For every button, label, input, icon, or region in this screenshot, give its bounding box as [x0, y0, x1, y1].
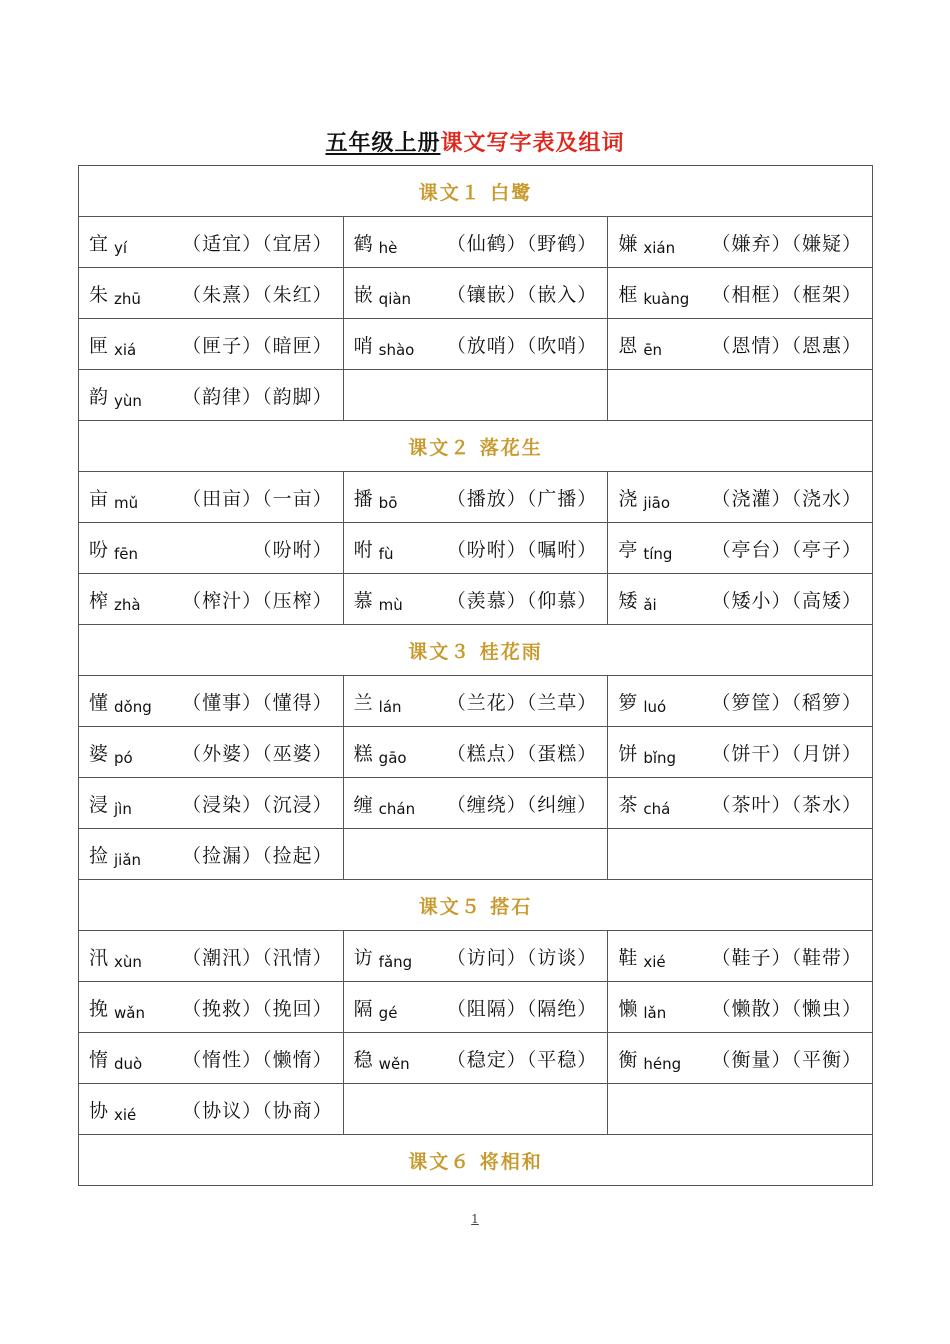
pinyin: luó — [643, 697, 667, 716]
pinyin: xùn — [114, 952, 142, 971]
character-with-pinyin — [89, 739, 133, 766]
example-words: （捡漏）（捡起） — [182, 844, 333, 867]
example-words: （恩情）（恩惠） — [711, 334, 862, 357]
word-cell — [79, 676, 344, 727]
pinyin: xié — [643, 952, 666, 971]
example-words: （仙鹤）（野鹤） — [446, 232, 598, 255]
pinyin: dǒng — [114, 697, 152, 716]
word-entry — [89, 994, 333, 1021]
example-words: （田亩）（一亩） — [182, 487, 333, 510]
word-cell — [608, 1033, 873, 1084]
word-cell — [608, 727, 873, 778]
word-cell — [343, 1084, 608, 1135]
character: 朱 — [89, 283, 109, 306]
character: 捡 — [89, 844, 109, 867]
title-subject: 课文写字表及组词 — [440, 130, 625, 156]
word-entry — [89, 586, 333, 613]
word-cell — [608, 472, 873, 523]
word-entry — [618, 484, 862, 511]
character-with-pinyin — [354, 331, 415, 358]
word-row — [79, 1033, 873, 1084]
pinyin: bǐng — [643, 748, 677, 767]
pinyin: shào — [378, 340, 415, 359]
pinyin: pó — [114, 748, 133, 767]
example-words: （矮小）（高矮） — [711, 589, 862, 612]
character: 饼 — [618, 742, 638, 765]
example-words: （茶叶）（茶水） — [711, 793, 862, 816]
character: 兰 — [353, 691, 373, 714]
word-cell — [79, 472, 344, 523]
word-table — [78, 165, 873, 1186]
example-words: （羡慕）（仰慕） — [446, 589, 598, 612]
lesson-heading: 课文６ 将相和 — [79, 1135, 873, 1186]
character-with-pinyin — [354, 535, 394, 562]
example-words: （适宜）（宜居） — [182, 232, 333, 255]
character-with-pinyin — [618, 280, 689, 307]
character-with-pinyin — [354, 688, 402, 715]
example-words: （放哨）（吹哨） — [446, 334, 598, 357]
character-with-pinyin — [618, 229, 675, 256]
character-with-pinyin — [354, 280, 411, 307]
character-with-pinyin — [618, 790, 670, 817]
word-entry — [354, 739, 598, 766]
example-words: （浇灌）（浇水） — [711, 487, 862, 510]
pinyin: xián — [643, 238, 676, 257]
word-cell — [343, 778, 608, 829]
character-with-pinyin — [89, 484, 138, 511]
lesson-heading: 课文５ 搭石 — [79, 880, 873, 931]
example-words: （兰花）（兰草） — [446, 691, 598, 714]
character-with-pinyin — [89, 790, 132, 817]
character: 缠 — [353, 793, 373, 816]
character-with-pinyin — [618, 484, 670, 511]
word-cell — [79, 319, 344, 370]
pinyin: chá — [643, 799, 671, 818]
pinyin: gāo — [378, 748, 407, 767]
character: 鹤 — [353, 232, 373, 255]
word-cell — [79, 727, 344, 778]
pinyin: yùn — [114, 391, 142, 410]
word-row — [79, 370, 873, 421]
word-cell — [343, 268, 608, 319]
pinyin: jiāo — [643, 493, 671, 512]
word-cell — [343, 829, 608, 880]
example-words: （箩筐）（稻箩） — [711, 691, 862, 714]
example-words: （朱熹）（朱红） — [182, 283, 333, 306]
word-cell — [343, 523, 608, 574]
lesson-heading: 课文３ 桂花雨 — [79, 625, 873, 676]
word-entry — [618, 739, 862, 766]
word-entry — [618, 790, 862, 817]
character: 汛 — [89, 946, 109, 969]
character: 衡 — [618, 1048, 638, 1071]
character-with-pinyin — [618, 739, 676, 766]
character: 鞋 — [618, 946, 638, 969]
word-row — [79, 829, 873, 880]
word-row — [79, 931, 873, 982]
word-row — [79, 268, 873, 319]
example-words: （鞋子）（鞋带） — [711, 946, 862, 969]
character-with-pinyin — [618, 1045, 681, 1072]
character: 嫌 — [618, 232, 638, 255]
character: 懂 — [89, 691, 109, 714]
word-cell — [608, 778, 873, 829]
character: 宜 — [89, 232, 109, 255]
character: 吩 — [89, 538, 109, 561]
example-words: （潮汛）（汛情） — [182, 946, 333, 969]
word-entry — [618, 688, 862, 715]
word-entry — [354, 943, 598, 970]
word-cell — [343, 370, 608, 421]
pinyin: fù — [378, 544, 394, 563]
character: 访 — [353, 946, 373, 969]
pinyin: ǎi — [643, 595, 657, 614]
word-cell — [608, 268, 873, 319]
word-entry — [354, 229, 598, 256]
example-words: （懂事）（懂得） — [182, 691, 333, 714]
page-number: 1 — [471, 1212, 479, 1226]
word-entry — [618, 229, 862, 256]
lesson-header-row — [79, 1135, 873, 1186]
word-entry — [89, 331, 333, 358]
character-with-pinyin — [89, 688, 152, 715]
character: 惰 — [89, 1048, 109, 1071]
example-words: （访问）（访谈） — [446, 946, 598, 969]
pinyin: jìn — [114, 799, 132, 818]
example-words: （饼干）（月饼） — [711, 742, 862, 765]
example-words: （吩咐）（嘱咐） — [446, 538, 598, 561]
word-cell — [79, 1033, 344, 1084]
word-cell — [79, 370, 344, 421]
character: 榨 — [89, 589, 109, 612]
character-with-pinyin — [354, 586, 403, 613]
character-with-pinyin — [354, 484, 398, 511]
character-with-pinyin — [89, 586, 141, 613]
character: 浇 — [618, 487, 638, 510]
pinyin: duò — [114, 1054, 143, 1073]
character-with-pinyin — [354, 943, 413, 970]
word-entry — [618, 331, 862, 358]
word-entry — [618, 1045, 862, 1072]
character-with-pinyin — [89, 943, 142, 970]
word-cell — [608, 829, 873, 880]
character-with-pinyin — [354, 229, 398, 256]
example-words: （外婆）（巫婆） — [182, 742, 333, 765]
character-with-pinyin — [354, 739, 407, 766]
character-with-pinyin — [354, 1045, 410, 1072]
character-with-pinyin — [618, 688, 666, 715]
example-words: （韵律）（韵脚） — [182, 385, 333, 408]
word-entry — [89, 484, 333, 511]
character: 嵌 — [353, 283, 373, 306]
character-with-pinyin — [618, 994, 666, 1021]
example-words: （惰性）（懒惰） — [182, 1048, 333, 1071]
character-with-pinyin — [354, 790, 415, 817]
word-row — [79, 523, 873, 574]
pinyin: fēn — [114, 544, 139, 563]
word-entry — [354, 535, 598, 562]
character: 亩 — [89, 487, 109, 510]
word-cell — [343, 217, 608, 268]
pinyin: bō — [378, 493, 398, 512]
character-with-pinyin — [89, 841, 141, 868]
word-cell — [608, 523, 873, 574]
word-entry — [89, 841, 333, 868]
word-entry — [618, 535, 862, 562]
character: 哨 — [353, 334, 373, 357]
word-cell — [343, 727, 608, 778]
example-words: （挽救）（挽回） — [182, 997, 333, 1020]
lesson-header-row — [79, 166, 873, 217]
pinyin: hè — [378, 238, 398, 257]
word-entry — [89, 790, 333, 817]
word-entry — [89, 943, 333, 970]
word-row — [79, 574, 873, 625]
lesson-heading: 课文２ 落花生 — [79, 421, 873, 472]
example-words: （吩咐） — [252, 538, 333, 561]
pinyin: héng — [643, 1054, 682, 1073]
word-row — [79, 982, 873, 1033]
pinyin: lán — [378, 697, 402, 716]
word-row — [79, 778, 873, 829]
word-entry — [354, 331, 598, 358]
word-cell — [343, 676, 608, 727]
word-cell — [343, 1033, 608, 1084]
character: 浸 — [89, 793, 109, 816]
word-entry — [354, 994, 598, 1021]
word-entry — [89, 1096, 333, 1123]
word-cell — [79, 829, 344, 880]
word-entry — [89, 1045, 333, 1072]
pinyin: fǎng — [378, 952, 413, 971]
example-words: （播放）（广播） — [446, 487, 598, 510]
word-entry — [618, 586, 862, 613]
character: 矮 — [618, 589, 638, 612]
word-entry — [354, 688, 598, 715]
example-words: （亭台）（亭子） — [711, 538, 862, 561]
character: 框 — [618, 283, 638, 306]
word-cell — [608, 931, 873, 982]
character: 亭 — [618, 538, 638, 561]
pinyin: tíng — [643, 544, 673, 563]
word-entry — [89, 739, 333, 766]
pinyin: gé — [378, 1003, 398, 1022]
word-entry — [354, 1045, 598, 1072]
word-row — [79, 1084, 873, 1135]
word-entry — [618, 280, 862, 307]
pinyin: zhū — [114, 289, 141, 308]
character: 茶 — [618, 793, 638, 816]
word-cell — [79, 1084, 344, 1135]
pinyin: lǎn — [643, 1003, 667, 1022]
word-row — [79, 319, 873, 370]
example-words: （榨汁）（压榨） — [182, 589, 333, 612]
word-cell — [608, 676, 873, 727]
page-title — [0, 126, 950, 157]
word-cell — [608, 370, 873, 421]
word-row — [79, 472, 873, 523]
word-cell — [608, 982, 873, 1033]
character-with-pinyin — [618, 586, 656, 613]
example-words: （懒散）（懒虫） — [711, 997, 862, 1020]
word-entry — [354, 484, 598, 511]
word-cell — [343, 319, 608, 370]
character: 箩 — [618, 691, 638, 714]
character-with-pinyin — [89, 331, 136, 358]
word-entry — [618, 943, 862, 970]
pinyin: mù — [378, 595, 403, 614]
character-with-pinyin — [618, 331, 662, 358]
example-words: （缠绕）（纠缠） — [446, 793, 598, 816]
character: 隔 — [353, 997, 373, 1020]
character-with-pinyin — [618, 535, 672, 562]
word-cell — [608, 1084, 873, 1135]
pinyin: mǔ — [114, 493, 139, 512]
word-cell — [79, 931, 344, 982]
word-entry — [89, 280, 333, 307]
example-words: （稳定）（平稳） — [446, 1048, 598, 1071]
lesson-header-row — [79, 625, 873, 676]
pinyin: jiǎn — [114, 850, 142, 869]
character-with-pinyin — [89, 229, 127, 256]
example-words: （嫌弃）（嫌疑） — [711, 232, 862, 255]
word-cell — [79, 574, 344, 625]
character-with-pinyin — [89, 1096, 136, 1123]
word-row — [79, 217, 873, 268]
character: 挽 — [89, 997, 109, 1020]
character-with-pinyin — [89, 535, 138, 562]
word-row — [79, 676, 873, 727]
example-words: （糕点）（蛋糕） — [446, 742, 598, 765]
character-with-pinyin — [618, 943, 665, 970]
example-words: （协议）（协商） — [182, 1099, 333, 1122]
word-cell — [608, 217, 873, 268]
character-with-pinyin — [89, 1045, 142, 1072]
example-words: （阻隔）（隔绝） — [446, 997, 598, 1020]
word-entry — [89, 382, 333, 409]
lesson-heading: 课文１ 白鹭 — [79, 166, 873, 217]
character: 糕 — [353, 742, 373, 765]
word-entry — [354, 280, 598, 307]
example-words: （衡量）（平衡） — [711, 1048, 862, 1071]
character: 咐 — [353, 538, 373, 561]
word-cell — [79, 523, 344, 574]
word-cell — [79, 982, 344, 1033]
character: 慕 — [353, 589, 373, 612]
character: 懒 — [618, 997, 638, 1020]
character: 协 — [89, 1099, 109, 1122]
example-words: （浸染）（沉浸） — [182, 793, 333, 816]
word-entry — [89, 535, 333, 562]
character: 播 — [353, 487, 373, 510]
word-entry — [89, 229, 333, 256]
pinyin: chán — [378, 799, 416, 818]
word-cell — [79, 217, 344, 268]
word-entry — [354, 586, 598, 613]
word-entry — [354, 790, 598, 817]
word-entry — [618, 994, 862, 1021]
pinyin: yí — [114, 238, 128, 257]
pinyin: xié — [114, 1105, 137, 1124]
character-with-pinyin — [89, 280, 141, 307]
word-cell — [608, 319, 873, 370]
pinyin: kuàng — [643, 289, 690, 308]
example-words: （匣子）（暗匣） — [182, 334, 333, 357]
character: 匣 — [89, 334, 109, 357]
word-cell — [343, 931, 608, 982]
character: 稳 — [353, 1048, 373, 1071]
pinyin: wěn — [378, 1054, 410, 1073]
example-words: （相框）（框架） — [711, 283, 862, 306]
pinyin: xiá — [114, 340, 137, 359]
word-cell — [343, 472, 608, 523]
word-cell — [343, 574, 608, 625]
character-with-pinyin — [89, 994, 145, 1021]
word-row — [79, 727, 873, 778]
pinyin: ēn — [643, 340, 663, 359]
character: 婆 — [89, 742, 109, 765]
lesson-header-row — [79, 421, 873, 472]
pinyin: wǎn — [114, 1003, 145, 1022]
example-words: （镶嵌）（嵌入） — [446, 283, 598, 306]
word-entry — [89, 688, 333, 715]
pinyin: zhà — [114, 595, 141, 614]
title-grade: 五年级上册 — [325, 130, 441, 156]
word-cell — [79, 268, 344, 319]
word-cell — [79, 778, 344, 829]
character-with-pinyin — [354, 994, 398, 1021]
pinyin: qiàn — [378, 289, 412, 308]
character: 恩 — [618, 334, 638, 357]
lesson-header-row — [79, 880, 873, 931]
character: 韵 — [89, 385, 109, 408]
character-with-pinyin — [89, 382, 142, 409]
word-cell — [608, 574, 873, 625]
word-cell — [343, 982, 608, 1033]
word-table-body — [79, 166, 873, 1186]
